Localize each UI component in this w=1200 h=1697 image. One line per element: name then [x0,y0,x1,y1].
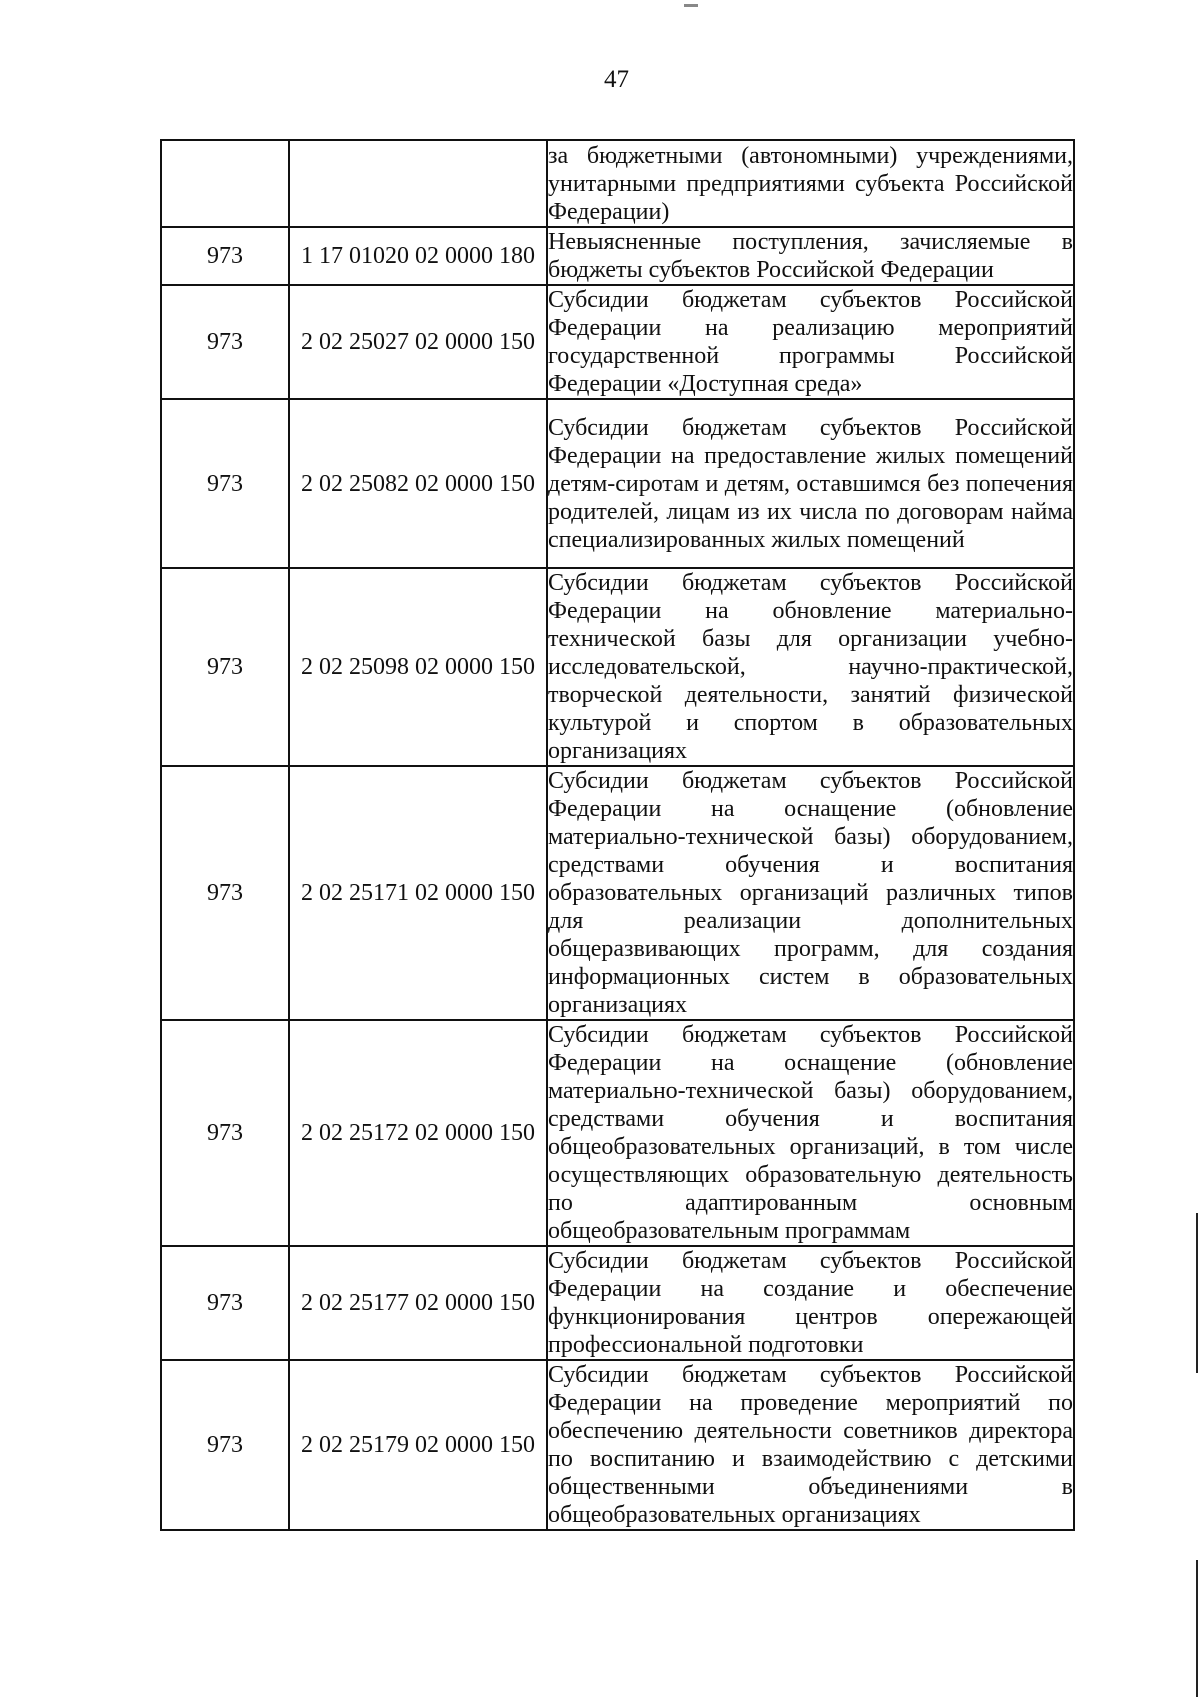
admin-code-cell: 973 [161,766,289,1020]
admin-code-cell: 973 [161,227,289,285]
budget-code-cell: 2 02 25179 02 0000 150 [289,1360,547,1530]
table-row [161,1020,1074,1246]
table-row [161,1360,1074,1530]
scan-artifact-right-lower [1196,1560,1198,1697]
admin-code-cell: 973 [161,1246,289,1360]
admin-code-cell: 973 [161,1020,289,1246]
description-cell: Субсидии бюджетам субъектов Российской Федерации на создание и обеспечение функционирования центров опережающей профессиональной подготовки [548,1248,1073,1358]
scan-artifact-right-upper [1196,1213,1198,1373]
table-row [161,140,1074,227]
budget-code-cell: 2 02 25082 02 0000 150 [289,399,547,568]
table-row [161,399,1074,568]
budget-code-cell: 2 02 25177 02 0000 150 [289,1246,547,1360]
budget-classification-table [160,139,1075,1531]
scan-artifact-top [684,4,698,7]
description-cell: Субсидии бюджетам субъектов Российской Федерации на обновление материально-технической базы для организации учебно-исследовательской, научно-практической, творческой деятельности, занятий физической культурой и спортом в образовательных организациях [548,570,1073,764]
description-cell: Субсидии бюджетам субъектов Российской Федерации на проведение мероприятий по обеспечению деятельности советников директора по воспитанию и взаимодействию с детскими общественными объединениями в общеобразовательных организациях [548,1362,1073,1528]
budget-code-cell: 2 02 25027 02 0000 150 [289,285,547,399]
description-cell: Субсидии бюджетам субъектов Российской Федерации на оснащение (обновление материально-технической базы) оборудованием, средствами обучения и воспитания общеобразовательных организаций, в том числе осуществляющих образовательную деятельность по адаптированным основным общеобразовательным программам [548,1022,1073,1244]
description-cell: Субсидии бюджетам субъектов Российской Федерации на оснащение (обновление материально-технической базы) оборудованием, средствами обучения и воспитания образовательных организаций различных типов для реализации дополнительных общеразвивающих программ, для создания информационных систем в образовательных организациях [548,768,1073,1018]
budget-code-cell [289,140,547,227]
table-row [161,568,1074,766]
admin-code-cell: 973 [161,399,289,568]
budget-code-cell: 2 02 25172 02 0000 150 [289,1020,547,1246]
description-cell: за бюджетными (автономными) учреждениями, унитарными предприятиями субъекта Российской Федерации) [547,140,1074,227]
description-cell: Невыясненные поступления, зачисляемые в бюджеты субъектов Российской Федерации [548,229,1073,283]
table-row [161,227,1074,285]
table-row [161,285,1074,399]
admin-code-cell [161,140,289,227]
table-row [161,1246,1074,1360]
description-cell: Субсидии бюджетам субъектов Российской Федерации на реализацию мероприятий государственной программы Российской Федерации «Доступная среда» [548,287,1073,397]
admin-code-cell: 973 [161,568,289,766]
table-row [161,766,1074,1020]
description-cell: Субсидии бюджетам субъектов Российской Федерации на предоставление жилых помещений детям-сиротам и детям, оставшимся без попечения родителей, лицам из их числа по договорам найма специализированных жилых помещений [547,399,1074,568]
budget-code-cell: 2 02 25098 02 0000 150 [289,568,547,766]
admin-code-cell: 973 [161,1360,289,1530]
budget-code-cell: 2 02 25171 02 0000 150 [289,766,547,1020]
budget-code-cell: 1 17 01020 02 0000 180 [289,227,547,285]
page-number: 47 [604,66,629,93]
admin-code-cell: 973 [161,285,289,399]
